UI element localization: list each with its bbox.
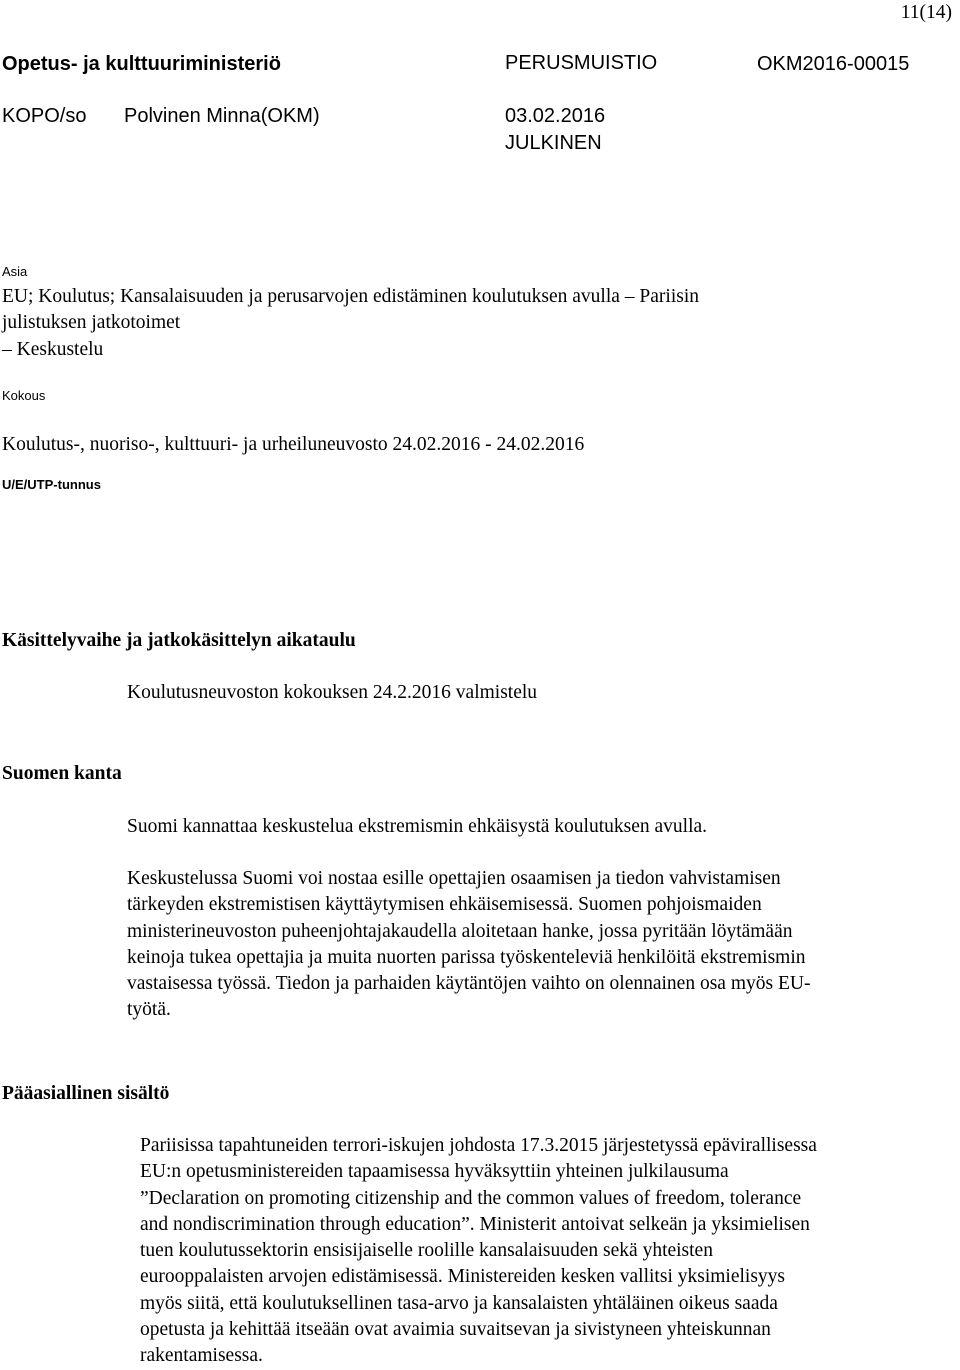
paragraph-line: rakentamisessa.: [140, 1345, 263, 1367]
paragraph-line: myös siitä, että koulutuksellinen tasa-arvo ja kansalaisten yhtäläinen oikeus saada: [140, 1292, 778, 1314]
document-date: 03.02.2016: [505, 105, 606, 127]
kokous-value: Koulutus-, nuoriso-, kulttuuri- ja urheiluneuvosto 24.02.2016 - 24.02.2016: [2, 434, 585, 455]
asia-title: [2, 284, 699, 363]
paragraph-line: eurooppalaisten arvojen edistämisessä. Ministereiden kesken vallitsi yksimielisyys: [140, 1266, 785, 1288]
unit-code: KOPO/so: [2, 105, 87, 127]
paaasiallinen-paragraph: [140, 1133, 817, 1370]
asia-label: Asia: [2, 264, 28, 279]
kokous-label: Kokous: [2, 388, 46, 403]
ministry-name: Opetus- ja kulttuuriministeriö: [2, 53, 281, 75]
utp-label: U/E/UTP-tunnus: [2, 477, 101, 492]
asia-line: julistuksen jatkotoimet: [2, 312, 181, 334]
paragraph-line: tuen koulutussektorin ensisijaiselle roolille kansalaisuuden sekä yhteisten: [140, 1240, 713, 1262]
paragraph-line: vastaisessa työssä. Tiedon ja parhaiden käytäntöjen vaihto on olennainen osa myös EU-: [127, 973, 811, 995]
paragraph-line: ministerineuvoston puheenjohtajakaudella aloitetaan hanke, jossa pyritään löytämään: [127, 920, 793, 942]
paragraph-line: opetusta ja kehittää itseään ovat avaimia suvaitsevan ja sivistyneen yhteiskunnan: [140, 1319, 771, 1341]
suomen-kanta-heading: Suomen kanta: [2, 763, 122, 784]
document-id: OKM2016-00015: [757, 53, 910, 75]
paragraph-line: tärkeyden ekstremistisen käyttäytymisen ehkäisemisessä. Suomen pohjoismaiden: [127, 894, 762, 916]
kasittelyvaihe-text: Koulutusneuvoston kokouksen 24.2.2016 valmistelu: [127, 682, 538, 703]
paragraph-line: ”Declaration on promoting citizenship and the common values of freedom, tolerance: [140, 1187, 802, 1209]
paragraph-line: Pariisissa tapahtuneiden terrori-iskujen johdosta 17.3.2015 järjestetyssä epävirallisessa: [140, 1135, 817, 1156]
author-name: Polvinen Minna(OKM): [124, 105, 320, 127]
paragraph-line: and nondiscrimination through education”. Ministerit antoivat selkeän ja yksimielisen: [140, 1213, 810, 1235]
kasittelyvaihe-heading: Käsittelyvaihe ja jatkokäsittelyn aikataulu: [2, 630, 356, 651]
publicity-status: JULKINEN: [505, 132, 602, 154]
paragraph-line: työtä.: [127, 999, 171, 1021]
paragraph-line: keinoja tukea opettajia ja muita nuorten parissa työskenteleviä henkilöitä ekstremismin: [127, 946, 806, 968]
suomen-kanta-paragraph-2: [127, 866, 810, 1024]
document-type: PERUSMUISTIO: [505, 52, 658, 74]
page-number: 11(14): [900, 2, 952, 23]
asia-line: EU; Koulutus; Kansalaisuuden ja perusarvojen edistäminen koulutuksen avulla – Pariisin: [2, 286, 699, 307]
paragraph-line: EU:n opetusministereiden tapaamisessa hyväksyttiin yhteinen julkilausuma: [140, 1161, 729, 1183]
suomen-kanta-paragraph-1: Suomi kannattaa keskustelua ekstremismin ehkäisystä koulutuksen avulla.: [127, 816, 708, 837]
asia-line: – Keskustelu: [2, 338, 104, 360]
paragraph-line: Keskustelussa Suomi voi nostaa esille opettajien osaamisen ja tiedon vahvistamisen: [127, 868, 781, 889]
paaasiallinen-heading: Pääasiallinen sisältö: [2, 1083, 170, 1104]
